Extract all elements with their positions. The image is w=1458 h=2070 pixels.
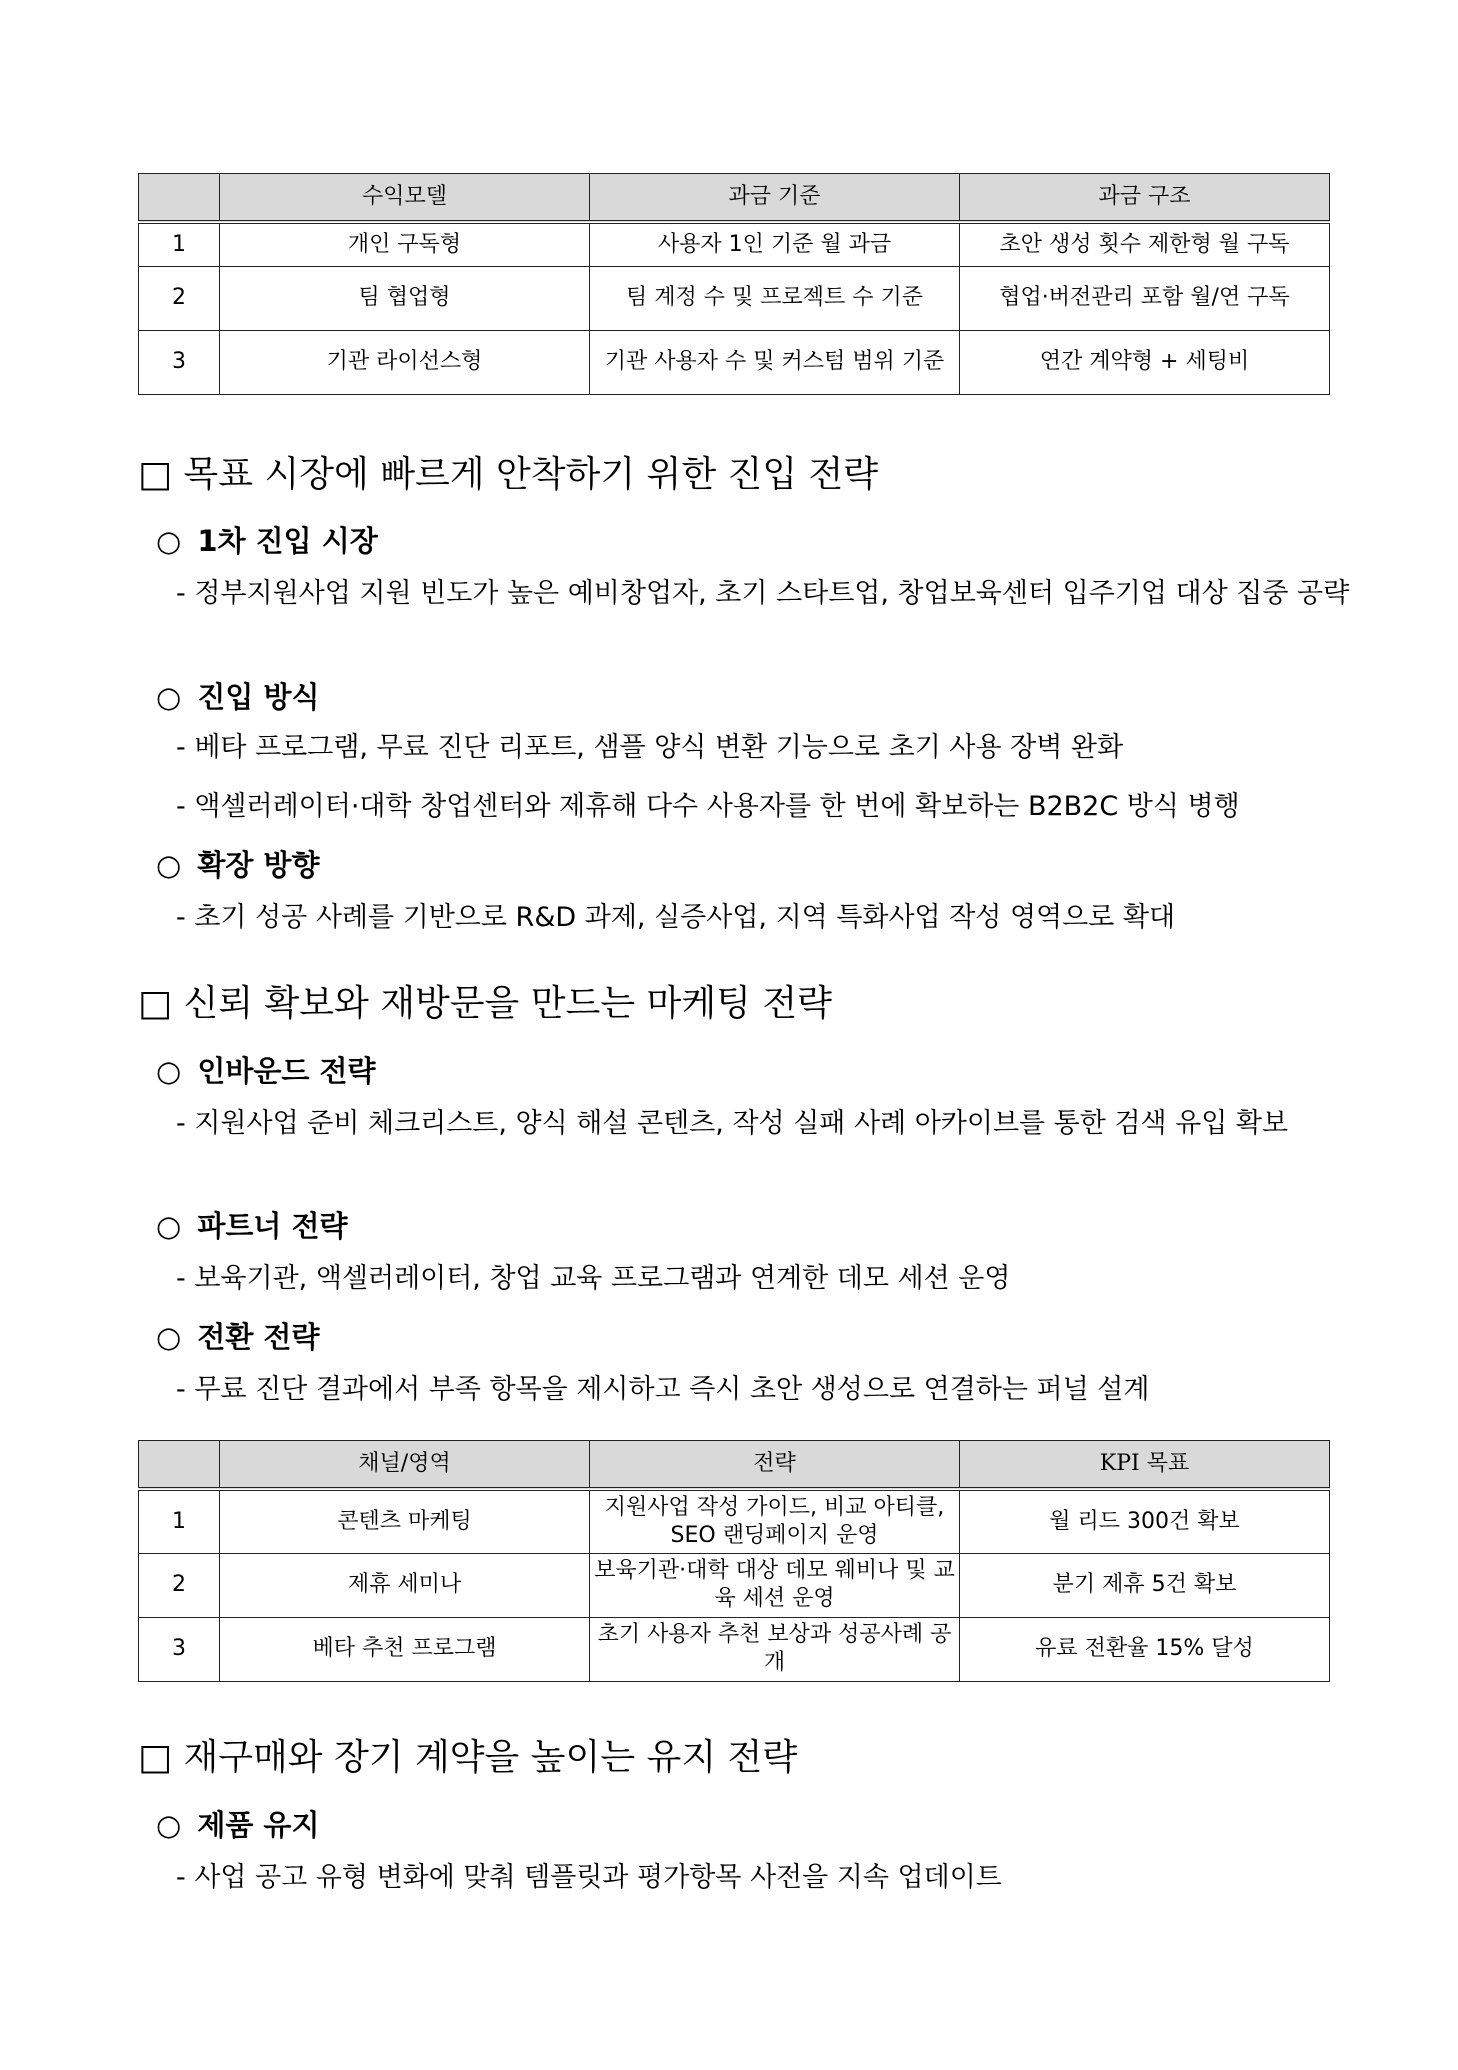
table-row: [139, 266, 1330, 330]
table-header-row: [139, 174, 1330, 223]
list-item: - 액셀러레이터·대학 창업센터와 제휴해 다수 사용자를 한 번에 확보하는 B2B2C 방식 병행: [176, 791, 1240, 822]
revenue-model-table: [138, 173, 1330, 395]
row-number: 2: [139, 266, 220, 330]
list-item: - 지원사업 준비 체크리스트, 양식 해설 콘텐츠, 작성 실패 사례 아카이브를 통한 검색 유입 확보: [176, 1108, 1289, 1139]
section-heading-retention-strategy: □ 재구매와 장기 계약을 높이는 유지 전략: [138, 1737, 798, 1778]
table-cell: 초기 사용자 추천 보상과 성공사례 공개: [590, 1617, 960, 1681]
table-cell: 제휴 세미나: [220, 1553, 590, 1617]
header-cell-number: [139, 1441, 220, 1490]
list-item: - 보육기관, 액셀러레이터, 창업 교육 프로그램과 연계한 데모 세션 운영: [176, 1263, 1011, 1294]
row-number: 1: [139, 1489, 220, 1553]
row-number: 3: [139, 330, 220, 394]
subheading-partner: [156, 1207, 347, 1245]
table-cell: 팀 협업형: [220, 266, 590, 330]
table-row: [139, 222, 1330, 266]
table-cell: 유료 전환율 15% 달성: [960, 1617, 1330, 1681]
table-row: [139, 1553, 1330, 1617]
subheading-text: 1차 진입 시장: [197, 524, 378, 558]
table-cell: 분기 제휴 5건 확보: [960, 1553, 1330, 1617]
header-cell-channel: 채널/영역: [220, 1441, 590, 1490]
table-cell: 기관 사용자 수 및 커스텀 범위 기준: [590, 330, 960, 394]
table-row: [139, 330, 1330, 394]
row-number: 2: [139, 1553, 220, 1617]
section-heading-entry-strategy: □ 목표 시장에 빠르게 안착하기 위한 진입 전략: [138, 454, 879, 495]
circle-bullet: ○: [156, 1320, 182, 1354]
table-row: [139, 1489, 1330, 1553]
table-cell: 보육기관·대학 대상 데모 웨비나 및 교육 세션 운영: [590, 1553, 960, 1617]
list-item: - 초기 성공 사례를 기반으로 R&D 과제, 실증사업, 지역 특화사업 작성 영역으로 확대: [176, 902, 1176, 933]
table-header-row: [139, 1441, 1330, 1490]
circle-bullet: ○: [156, 1209, 182, 1243]
circle-bullet: ○: [156, 848, 182, 882]
table-cell: 월 리드 300건 확보: [960, 1489, 1330, 1553]
table-cell: 베타 추천 프로그램: [220, 1617, 590, 1681]
circle-bullet: ○: [156, 680, 182, 714]
list-item: - 무료 진단 결과에서 부족 항목을 제시하고 즉시 초안 생성으로 연결하는 퍼널 설계: [176, 1374, 1150, 1405]
subheading-product-retention: [156, 1806, 319, 1844]
subheading-expansion: [156, 846, 319, 884]
table-cell: 콘텐츠 마케팅: [220, 1489, 590, 1553]
table-cell: 팀 계정 수 및 프로젝트 수 기준: [590, 266, 960, 330]
circle-bullet: ○: [156, 1054, 182, 1088]
table-cell: 협업·버전관리 포함 월/연 구독: [960, 266, 1330, 330]
subheading-conversion: [156, 1318, 319, 1356]
table-row: [139, 1617, 1330, 1681]
list-item: - 사업 공고 유형 변화에 맞춰 템플릿과 평가항목 사전을 지속 업데이트: [176, 1862, 1002, 1893]
table-cell: 초안 생성 횟수 제한형 월 구독: [960, 222, 1330, 266]
header-cell-model: 수익모델: [220, 174, 590, 223]
subheading-text: 진입 방식: [197, 680, 320, 714]
header-cell-structure: 과금 구조: [960, 174, 1330, 223]
table-cell: 지원사업 작성 가이드, 비교 아티클, SEO 랜딩페이지 운영: [590, 1489, 960, 1553]
subheading-entry-method: [156, 678, 319, 716]
header-cell-kpi: KPI 목표: [960, 1441, 1330, 1490]
header-cell-basis: 과금 기준: [590, 174, 960, 223]
row-number: 1: [139, 222, 220, 266]
subheading-inbound: [156, 1052, 376, 1090]
table-cell: 개인 구독형: [220, 222, 590, 266]
section-heading-marketing-strategy: □ 신뢰 확보와 재방문을 만드는 마케팅 전략: [138, 983, 832, 1024]
subheading-text: 전환 전략: [197, 1320, 320, 1354]
subheading-text: 파트너 전략: [197, 1209, 348, 1243]
header-cell-number: [139, 174, 220, 223]
circle-bullet: ○: [156, 1808, 182, 1842]
channel-kpi-table: [138, 1440, 1330, 1682]
list-item: - 정부지원사업 지원 빈도가 높은 예비창업자, 초기 스타트업, 창업보육센터 입주기업 대상 집중 공략: [176, 578, 1350, 609]
header-cell-strategy: 전략: [590, 1441, 960, 1490]
subheading-text: 제품 유지: [197, 1808, 320, 1842]
subheading-text: 인바운드 전략: [197, 1054, 376, 1088]
table-cell: 사용자 1인 기준 월 과금: [590, 222, 960, 266]
table-cell: 기관 라이선스형: [220, 330, 590, 394]
subheading-text: 확장 방향: [197, 848, 320, 882]
table-cell: 연간 계약형 + 세팅비: [960, 330, 1330, 394]
subheading-first-market: [156, 522, 378, 560]
circle-bullet: ○: [156, 524, 182, 558]
row-number: 3: [139, 1617, 220, 1681]
list-item: - 베타 프로그램, 무료 진단 리포트, 샘플 양식 변환 기능으로 초기 사용 장벽 완화: [176, 732, 1124, 763]
